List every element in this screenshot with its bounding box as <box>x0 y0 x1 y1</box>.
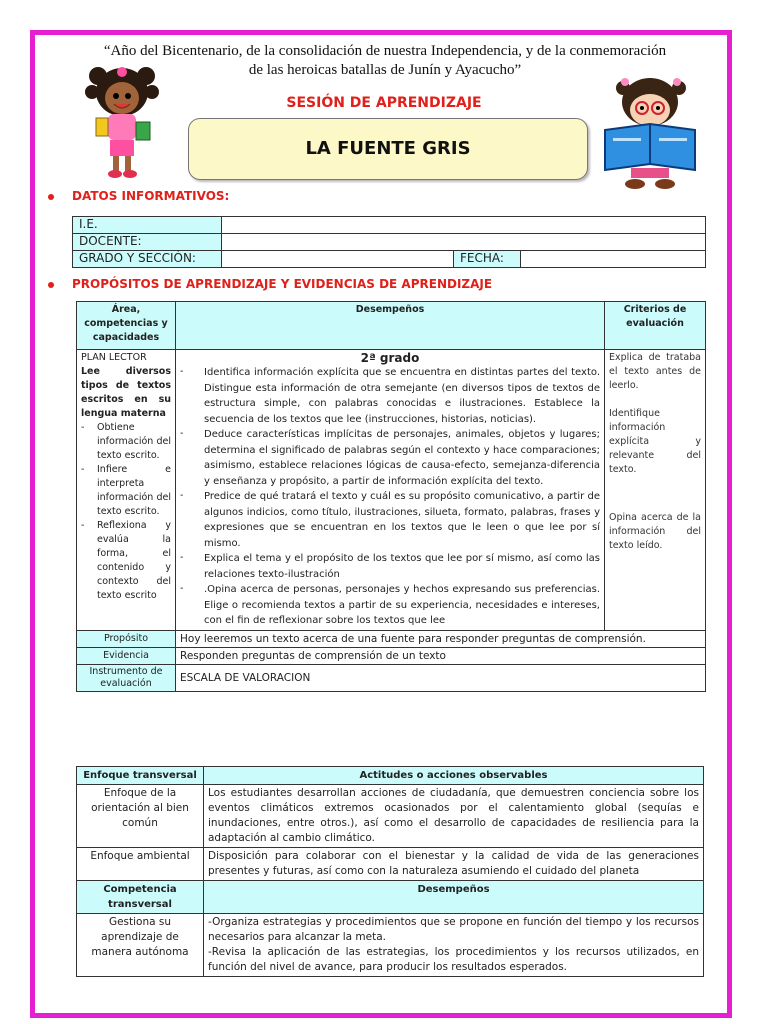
col-desempenos-header: Desempeños <box>176 302 605 350</box>
comp-desempeno-item: -Organiza estrategias y procedimientos que se propone en función del tiempo y los recursos necesarios para alcanzar la meta. <box>208 916 699 943</box>
page-title: LA FUENTE GRIS <box>305 138 471 159</box>
criterio-item: Identifique información explícita y relevante del texto. <box>609 408 701 475</box>
motto-line-2: de las heroicas batallas de Junín y Ayacucho” <box>248 62 522 78</box>
enfoque-actitud: Los estudiantes desarrollan acciones de ciudadanía, que demuestren conciencia sobre los eventos climáticos extremos ocasionados por el calentamiento global (sequías e inundaciones, entre otros.), así como el desarrollo de capacidades de resiliencia para la adaptación al cambio climático. <box>204 785 704 848</box>
grade-label: 2ª grado <box>360 351 420 365</box>
col-criterios-header: Criterios de evaluación <box>605 302 706 350</box>
ie-value[interactable] <box>222 217 706 234</box>
comp-desempeno-item: -Revisa la aplicación de las estrategias, los procedimientos y los recursos utilizados, en función del nivel de avance, para producir los resultados esperados. <box>208 946 699 973</box>
propositos-table <box>76 301 706 692</box>
girl-reading-book-illustration <box>595 72 705 190</box>
evidencia-value: Responden preguntas de comprensión de un texto <box>176 647 706 664</box>
capacidad-item: - Infiere e interpreta información del texto escrito. <box>81 464 171 517</box>
competencia-desempenos <box>204 914 704 977</box>
desempeno-item: - Predice de qué tratará el texto y cuál es su propósito comunicativo, a partir de algunos indicios, como título, ilustraciones, silueta, formato, palabras, frases y expresiones que se encuentran en los textos que le leen o que lee por sí mismo. <box>180 490 600 549</box>
desempeno-item: - .Opina acerca de personas, personajes y hechos expresando sus preferencias. Elige o recomienda textos a partir de su experiencia, necesidades e intereses, con el fin de reflexionar sobre los textos que lee <box>180 583 600 626</box>
enfoques-table <box>76 766 704 977</box>
datos-heading-text: DATOS INFORMATIVOS: <box>72 189 230 203</box>
fecha-label: FECHA: <box>454 251 521 268</box>
competencia-text: Lee diversos tipos de textos escritos en su lengua materna <box>81 366 171 419</box>
instrumento-label: Instrumento de evaluación <box>77 664 176 691</box>
docente-value[interactable] <box>222 234 706 251</box>
col-competencia-header: Competencia transversal <box>77 881 204 914</box>
plan-lector-label: PLAN LECTOR <box>81 352 147 363</box>
col-comp-desempenos-header: Desempeños <box>204 881 704 914</box>
col-actitudes-header: Actitudes o acciones observables <box>204 767 704 785</box>
docente-label: DOCENTE: <box>73 234 222 251</box>
evidencia-label: Evidencia <box>77 647 176 664</box>
criterios-cell <box>605 350 706 631</box>
motto-line-1: “Año del Bicentenario, de la consolidación de nuestra Independencia, y de la conmemoración <box>103 43 667 59</box>
criterio-item: Opina acerca de la información del texto leído. <box>609 512 701 551</box>
col-enfoque-header: Enfoque transversal <box>77 767 204 785</box>
girl-with-books-illustration <box>78 62 168 182</box>
instrumento-value: ESCALA DE VALORACION <box>176 664 706 691</box>
fecha-value[interactable] <box>521 251 706 268</box>
criterio-item: Explica de trataba el texto antes de leerlo. <box>609 352 701 391</box>
enfoque-name: Enfoque de la orientación al bien común <box>77 785 204 848</box>
title-banner <box>188 118 588 180</box>
desempeno-item: - Explica el tema y el propósito de los textos que lee por sí mismo, así como las relaciones texto-ilustración <box>180 552 600 580</box>
propositos-heading <box>48 277 492 291</box>
propositos-heading-text: PROPÓSITOS DE APRENDIZAJE Y EVIDENCIAS DE APRENDIZAJE <box>72 277 493 291</box>
bullet-icon <box>48 194 54 200</box>
bullet-icon <box>48 282 54 288</box>
desempeno-item: - Deduce características implícitas de personajes, animales, objetos y lugares; determina el significado de palabras según el contexto y hace comparaciones; asimismo, establece relaciones lógicas de causa-efecto, semejanza-diferencia y enseñanza y propósito, a partir de información explícita del texto. <box>180 428 600 487</box>
commemorative-motto <box>80 42 690 80</box>
ie-label: I.E. <box>73 217 222 234</box>
grado-label: GRADO Y SECCIÓN: <box>73 251 222 268</box>
desempeno-item: - Identifica información explícita que se encuentra en distintas partes del texto. Distingue esta información de otra semejante (en diversos tipos de textos de estructura simple, con palabras conocidas e ilustraciones. Establece la secuencia de los textos que lee (instrucciones, historias, noticias). <box>180 366 600 425</box>
enfoque-actitud: Disposición para colaborar con el bienestar y la calidad de vida de las generaciones presentes y futuras, así como con la naturaleza asumiendo el cuidado del planeta <box>204 848 704 881</box>
datos-table <box>72 216 706 268</box>
col-area-header: Área, competencias y capacidades <box>77 302 176 350</box>
proposito-value: Hoy leeremos un texto acerca de una fuente para responder preguntas de comprensión. <box>176 630 706 647</box>
grado-value[interactable] <box>222 251 454 268</box>
capacidad-item: - Obtiene información del texto escrito. <box>81 422 171 461</box>
proposito-label: Propósito <box>77 630 176 647</box>
session-label: SESIÓN DE APRENDIZAJE <box>286 95 482 111</box>
capacidad-item: - Reflexiona y evalúa la forma, el contenido y contexto del texto escrito <box>81 520 171 601</box>
area-cell <box>77 350 176 631</box>
enfoque-name: Enfoque ambiental <box>77 848 204 881</box>
desempenos-cell <box>176 350 605 631</box>
datos-heading <box>48 189 229 203</box>
competencia-transversal: Gestiona su aprendizaje de manera autónoma <box>77 914 204 977</box>
